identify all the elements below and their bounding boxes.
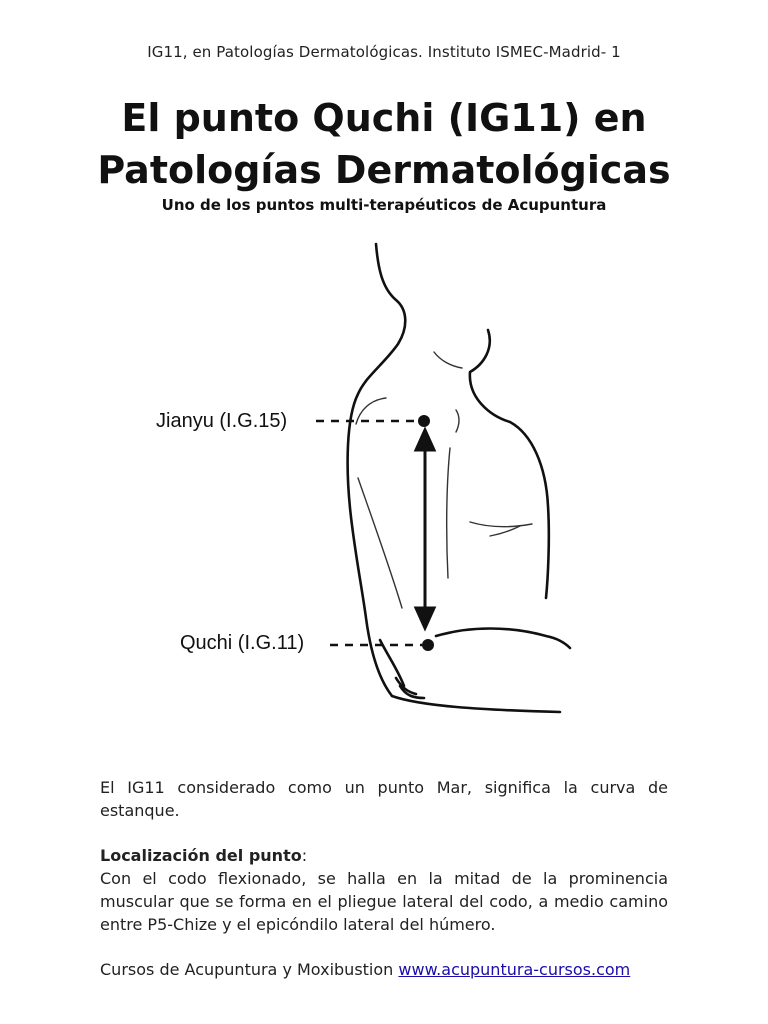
jianyu-point-marker xyxy=(418,415,430,427)
quchi-label: Quchi (I.G.11) xyxy=(180,632,305,654)
arm-illustration xyxy=(0,238,768,728)
footer xyxy=(100,960,700,979)
quchi-point-marker xyxy=(422,639,434,651)
title-line-1: El punto Quchi (IG11) en xyxy=(121,96,647,140)
arm-drawing xyxy=(0,238,768,728)
title-line-2: Patologías Dermatológicas xyxy=(97,148,671,192)
running-header: IG11, en Patologías Dermatológicas. Instituto ISMEC-Madrid- 1 xyxy=(147,43,621,61)
location-text: Con el codo flexionado, se halla en la mitad de la prominencia muscular que se forma en el pliegue lateral del codo, a medio camino entre P5-Chize y el epicóndilo lateral del húmero. xyxy=(100,869,668,934)
location-heading: Localización del punto xyxy=(100,846,302,865)
location-section xyxy=(100,844,668,936)
intro-paragraph: El IG11 considerado como un punto Mar, significa la curva de estanque. xyxy=(100,778,668,820)
page-subtitle: Uno de los puntos multi-terapéuticos de Acupuntura xyxy=(161,196,607,214)
location-heading-colon: : xyxy=(301,846,308,865)
footer-text: Cursos de Acupuntura y Moxibustion xyxy=(100,960,399,979)
jianyu-label: Jianyu (I.G.15) xyxy=(156,410,288,432)
page-title xyxy=(0,92,768,196)
footer-website-link[interactable]: www.acupuntura-cursos.com xyxy=(398,960,631,979)
